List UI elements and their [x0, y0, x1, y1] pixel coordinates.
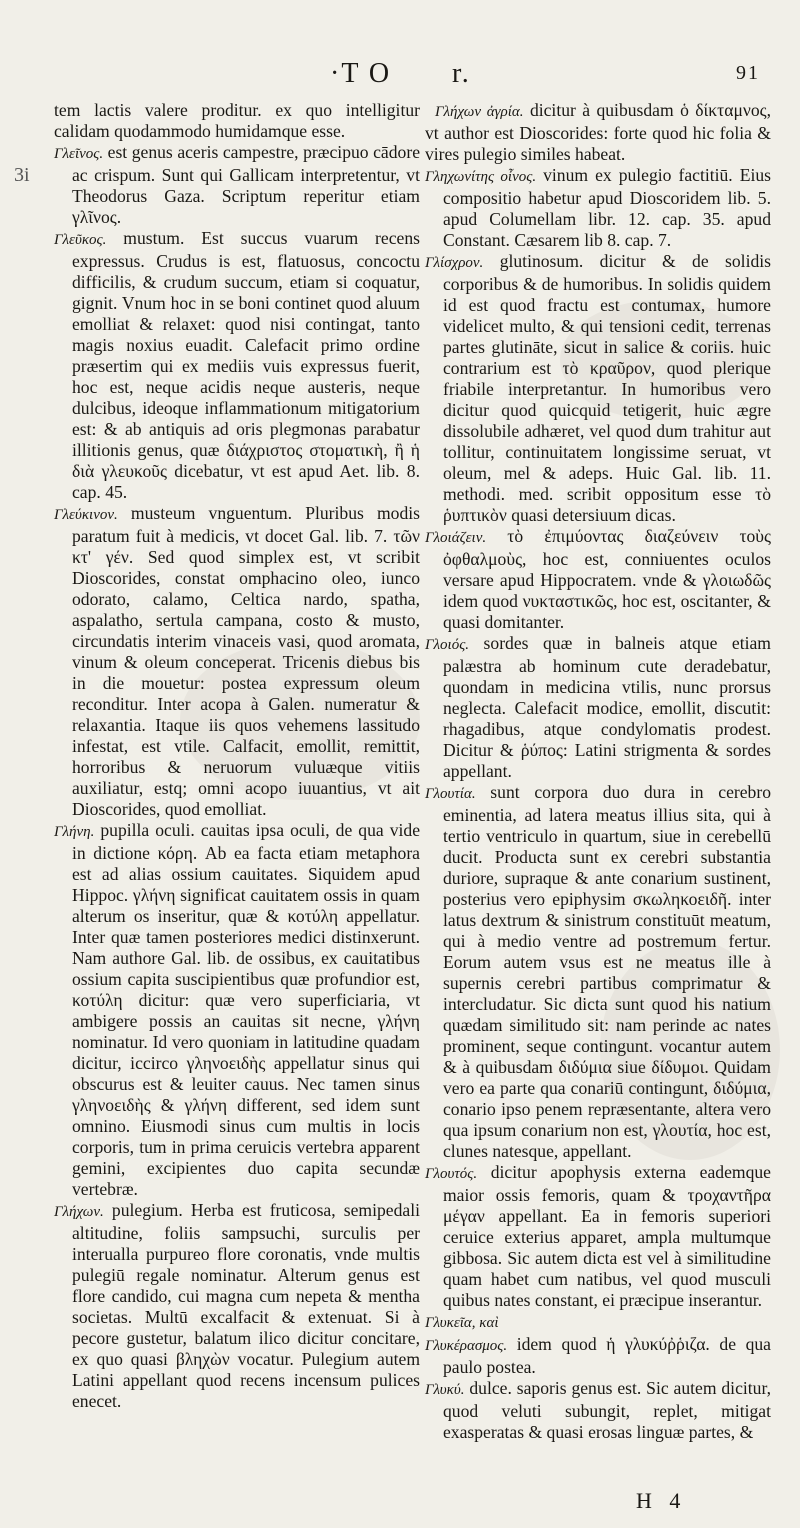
entry-lemma: Γλουτία. — [425, 786, 476, 802]
entry — [425, 1311, 771, 1334]
entry-text: sunt corpora duo dura in cerebro eminentia, ad latera meatus illius sita, qui à tertio ventriculo in quartum, siue in cerebellū ducit. Producta sunt ex cerebri substantia duriore, supraque & ante conarium sustinent, posterius vero epiphysim σκωληκοειδῆ. inter latus dextrum & sinistrum constituūt meatum, qui à medio ventre ad postremum fertur. Eorum autem vsus est ne meatus ille à supernis cerebri partibus comprimatur & intercludatur. Sic dicta sunt quod his natium quædam similitudo sit: nam perinde ac nates prominent, seque contingunt. vocantur autem & à quibusdam διδύμια siue δίδυμοι. Quidam vero ea parte qua conariū contingunt, διδύμια, conario ipso penem repræsentante, altera vero qua ipsum conarium non est, γλουτία, hoc est, clunes natesque, appellant. — [443, 782, 771, 1161]
entry — [54, 228, 420, 503]
entry — [425, 1162, 771, 1311]
entry — [425, 633, 771, 782]
signature-mark: H 4 — [636, 1488, 687, 1513]
entry — [425, 100, 771, 165]
entry — [54, 503, 420, 820]
entry-text: mustum. Est succus vuarum recens expressus. Crudus is est, flatuosus, concoctu difficilis, & crudum succum, etiam si coquatur, gignit. Vnum hoc in se boni continet quod aluum emolliat & relaxet: quod nisi contingat, tanto magis noxius euadit. Calefacit primo ordine præsertim qui ex mediis vuis expressus fuerit, hoc est, neque acidis neque austeris, neque dulcibus, ideoque inflammationum mitigatorium est: & ab antiquis ad oris plegmonas parabatur illitionis genus, quæ διάχριστος στοματικὴ, ἢ ἡ διὰ γλευκοῦς dicebatur, vt est apud Aet. lib. 8. cap. 45. — [72, 228, 420, 502]
entry-text: τὸ ἐπιμύοντας διαζεύνειν τοὺς ὀφθαλμοὺς, hoc est, conniuentes oculos versare apud Hippocratem. vnde & γλοιωδῶς idem quod νυκταστικῶς, hoc est, oscitanter, & quasi domitanter. — [443, 526, 771, 632]
header-left: ·T O — [330, 58, 392, 89]
entry — [425, 251, 771, 526]
entry-lemma: Γλήχων. — [54, 1204, 104, 1220]
entry-lemma: Γλυκέρασμος. — [425, 1338, 508, 1354]
entry-lemma: Γλεῦκος. — [54, 232, 107, 248]
entry-lemma: Γλοιάζειν. — [425, 530, 487, 546]
entry-lemma: Γλήνη. — [54, 824, 95, 840]
entry-lemma: Γληχωνίτης οἶνος. — [425, 169, 537, 185]
entry — [425, 1378, 771, 1443]
entry-text: pupilla oculi. cauitas ipsa oculi, de qua vide in dictione κόρη. Ab ea facta etiam metaphora est ad alias ossium cauitates. Siquidem apud Hippoc. γλήνη significat cauitatem ossis in quam alterum os inseritur, quæ & κοτύλη appellatur. Inter quæ tamen posteriores medici distinxerunt. Nam authore Gal. lib. de ossibus, ex cauitatibus ossium capita suscipientibus quæ profundior est, κοτύλη dicitur: quæ vero superficiaria, vt ambigere possis an cauitas sit necne, γλήνη nominatur. Id vero quoniam in latitudine quadam dicitur, iccirco γληνοειδὴς appellatur sinus qui obscurus est & leuiter cauus. Nec tamen sinus γληνοειδὴς & γλήνη different, sed idem sunt omnino. Eiusmodi sinus cum multis in locis corporis, tum in prima ceruicis vertebra apparent gemini, excipientes duo capita secundæ vertebræ. — [72, 820, 421, 1199]
entry — [425, 526, 771, 633]
header-middle: r. — [452, 58, 471, 89]
entry-lemma: Γλεύκινον. — [54, 507, 118, 523]
entry — [54, 820, 420, 1200]
entry — [54, 1200, 420, 1412]
entry-text: pulegium. Herba est fruticosa, semipedali altitudine, foliis sampsuchi, surculis per interualla purpureo flore coronatis, vnde multis pulegiū regale nominatur. Alterum genus est flore candido, cui magna cum nepeta & mentha societas. Multū excalfacit & extenuat. Si à pecore gustetur, balatum ilico dicitur concitare, ex quo quasi βληχὼν vocatur. Pulegium autem Latini appellant quod recens incensum pulices enecet. — [72, 1200, 420, 1411]
left-column — [54, 100, 420, 1412]
right-column — [425, 100, 771, 1443]
entry-lemma: Γλοιός. — [425, 637, 470, 653]
entry: tem lactis valere proditur. ex quo intelligitur calidam quodammodo humidamque esse. — [54, 100, 420, 141]
entry-lemma: Γλεῖνος. — [54, 146, 104, 162]
entry-lemma: Γλυκύ. — [425, 1382, 465, 1398]
running-header — [0, 58, 800, 92]
entry-text: idem quod ἡ γλυκύῤῥιζα. de qua paulo postea. — [443, 1334, 771, 1377]
entry — [425, 1334, 771, 1378]
entry-text: dulce. saporis genus est. Sic autem dicitur, quod veluti subungit, replet, mitigat exasperatas & quasi erosas linguæ partes, & — [443, 1378, 771, 1442]
entry-text: sordes quæ in balneis atque etiam palæstra ab hominum cute deradebatur, quondam in medicina vtilis, nunc prorsus neglecta. Calefacit modice, emollit, discutit: rhagadibus, atque condylomatis prodest. Dicitur & ῥύπος: Latini strigmenta & sordes appellant. — [443, 633, 771, 781]
entry-lemma: Γλουτός. — [425, 1166, 478, 1182]
margin-annotation: 3i — [14, 164, 30, 186]
entry-text: dicitur apophysis externa eademque maior ossis femoris, quam & τροχαντῆρα μέγαν appellant. Ea in femoris superiori ceruice exterius apparet, ampla multumque gibbosa. Sic autem dicta est vel à similitudine quam habet cum natibus, vel quod musculi quibus nates constant, ei præcipue inserantur. — [443, 1162, 771, 1310]
entry-text: glutinosum. dicitur & de solidis corporibus & de humoribus. In solidis quidem id est quod fractu est contumax, humore videlicet multo, & qui tensioni cedit, terrenas partes glutināte, sicut in salice & coriis. huic contrarium est τὸ κραῦρον, quod plerique friabile interpretantur. In humoribus vero dicitur quod quicquid tetigerit, huic ægre dissolubile adhæret, vel quod dum trahitur aut tollitur, continuitatem longissime seruat, vt oleum, mel & adeps. Huic Gal. lib. 11. methodi. med. scribit oppositum esse τὸ ῥυπτικὸν quasi detersiuum dicas. — [443, 251, 771, 525]
entry-text: dicitur à quibusdam ὁ δίκταμνος, vt author est Dioscorides: forte quod hic folia & vires pulegio similes habeat. — [425, 100, 771, 164]
entry — [425, 165, 771, 251]
page-number: 91 — [736, 62, 760, 84]
entry-lemma: Γλυκεῖα, καὶ — [425, 1315, 499, 1331]
entry-text: vinum ex pulegio factitiū. Eius compositio habetur apud Dioscoridem lib. 5. apud Columellam libr. 12. cap. 35. apud Constant. Cæsarem lib 8. cap. 7. — [443, 165, 771, 250]
entry — [425, 782, 771, 1162]
entry-lemma: Γλήχων ἀγρία. — [435, 104, 524, 120]
entry-text: musteum vnguentum. Pluribus modis paratum fuit à medicis, vt docet Gal. lib. 7. τῶν κτ' γέν. Sed quod simplex est, vt scribit Dioscorides, constat omphacino oleo, iunco odorato, calamo, Celtica nardo, spatha, aspalatho, sertula campana, costo & musto, circundatis interim vinaceis vasi, quod aromata, vinum & oleum conceperat. Tricenis diebus bis in die mouetur: postea expressum oleum reconditur. Inter acopa à Galen. numeratur & relaxantia. Itaque iis quos vehemens lassitudo infestat, est vtile. Calfacit, emollit, remittit, horroribus & neruorum vuluæque vitiis auxiliatur, estq; omni acopo iuuantius, vt ait Dioscorides, quod emolliat. — [72, 503, 420, 819]
entry-text: est genus aceris campestre, præcipuo cādore ac crispum. Sunt qui Gallicam interpretentur, vt Theodorus Gaza. Scriptum reperitur etiam γλῖνος. — [72, 142, 421, 227]
entry — [54, 142, 420, 228]
entry-lemma: Γλίσχρον. — [425, 255, 484, 271]
